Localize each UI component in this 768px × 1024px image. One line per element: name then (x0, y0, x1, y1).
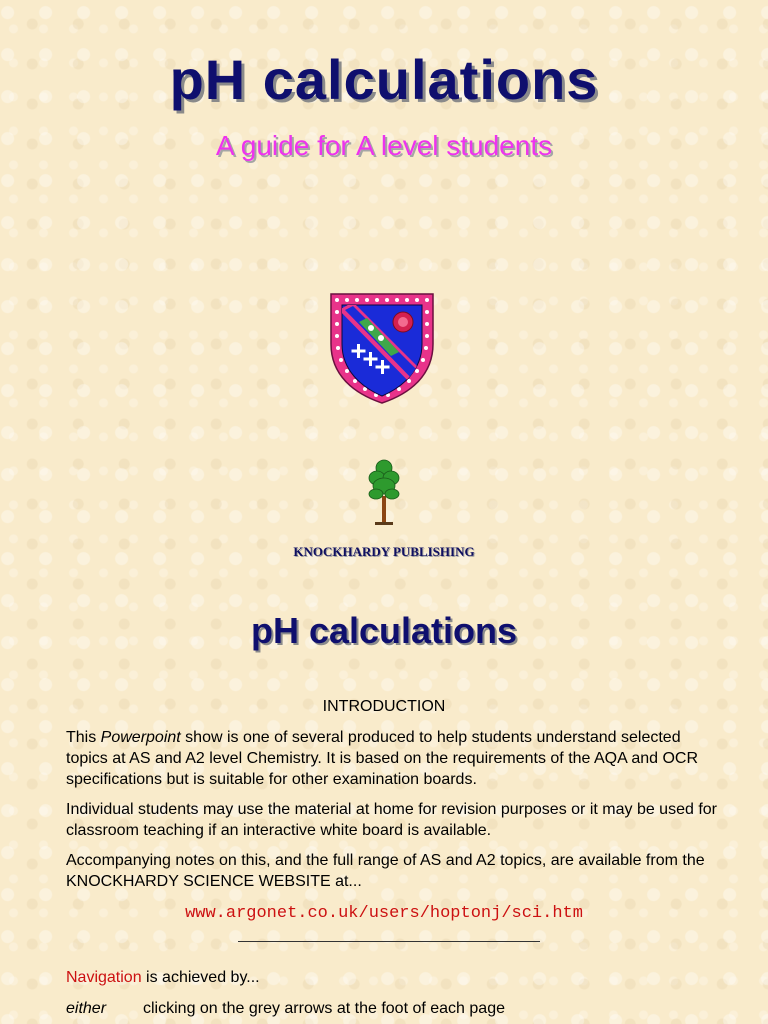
publisher-name: KNOCKHARDY PUBLISHING (293, 544, 475, 559)
intro-paragraph-3: Accompanying notes on this, and the full range of AS and A2 topics, are available from the KNOCKHARDY SCIENCE WEBSITE at... (66, 852, 705, 890)
navigation-line (66, 967, 260, 988)
tree-icon (367, 458, 401, 526)
main-title: pH calculations (169, 48, 599, 111)
navigation-label: Navigation (66, 969, 142, 986)
either-text: clicking on the grey arrows at the foot of each page (143, 1000, 505, 1017)
p1-start: This (66, 729, 101, 746)
section-title: pH calculations (250, 610, 518, 651)
powerpoint-word: Powerpoint (100, 729, 181, 746)
either-line (66, 998, 726, 1019)
subtitle: A guide for A level students (215, 130, 553, 161)
intro-paragraph-1 (66, 727, 726, 790)
intro-heading: INTRODUCTION (322, 698, 446, 715)
navigation-rest: is achieved by... (141, 969, 260, 986)
school-crest-icon (329, 292, 435, 404)
intro-paragraph-2: Individual students may use the material at home for revision purposes or it may be used for classroom teaching if an interactive white board is available. (66, 801, 717, 839)
either-word: either (66, 1000, 107, 1017)
p1-end: show is one of several produced to help students understand selected topics at AS and A2 level Chemistry. It is based on the requirements of the AQA and OCR specifications but is suitable for other examination boards. (66, 729, 699, 788)
divider (238, 941, 540, 942)
website-url-link[interactable]: www.argonet.co.uk/users/hoptonj/sci.htm (185, 904, 583, 923)
